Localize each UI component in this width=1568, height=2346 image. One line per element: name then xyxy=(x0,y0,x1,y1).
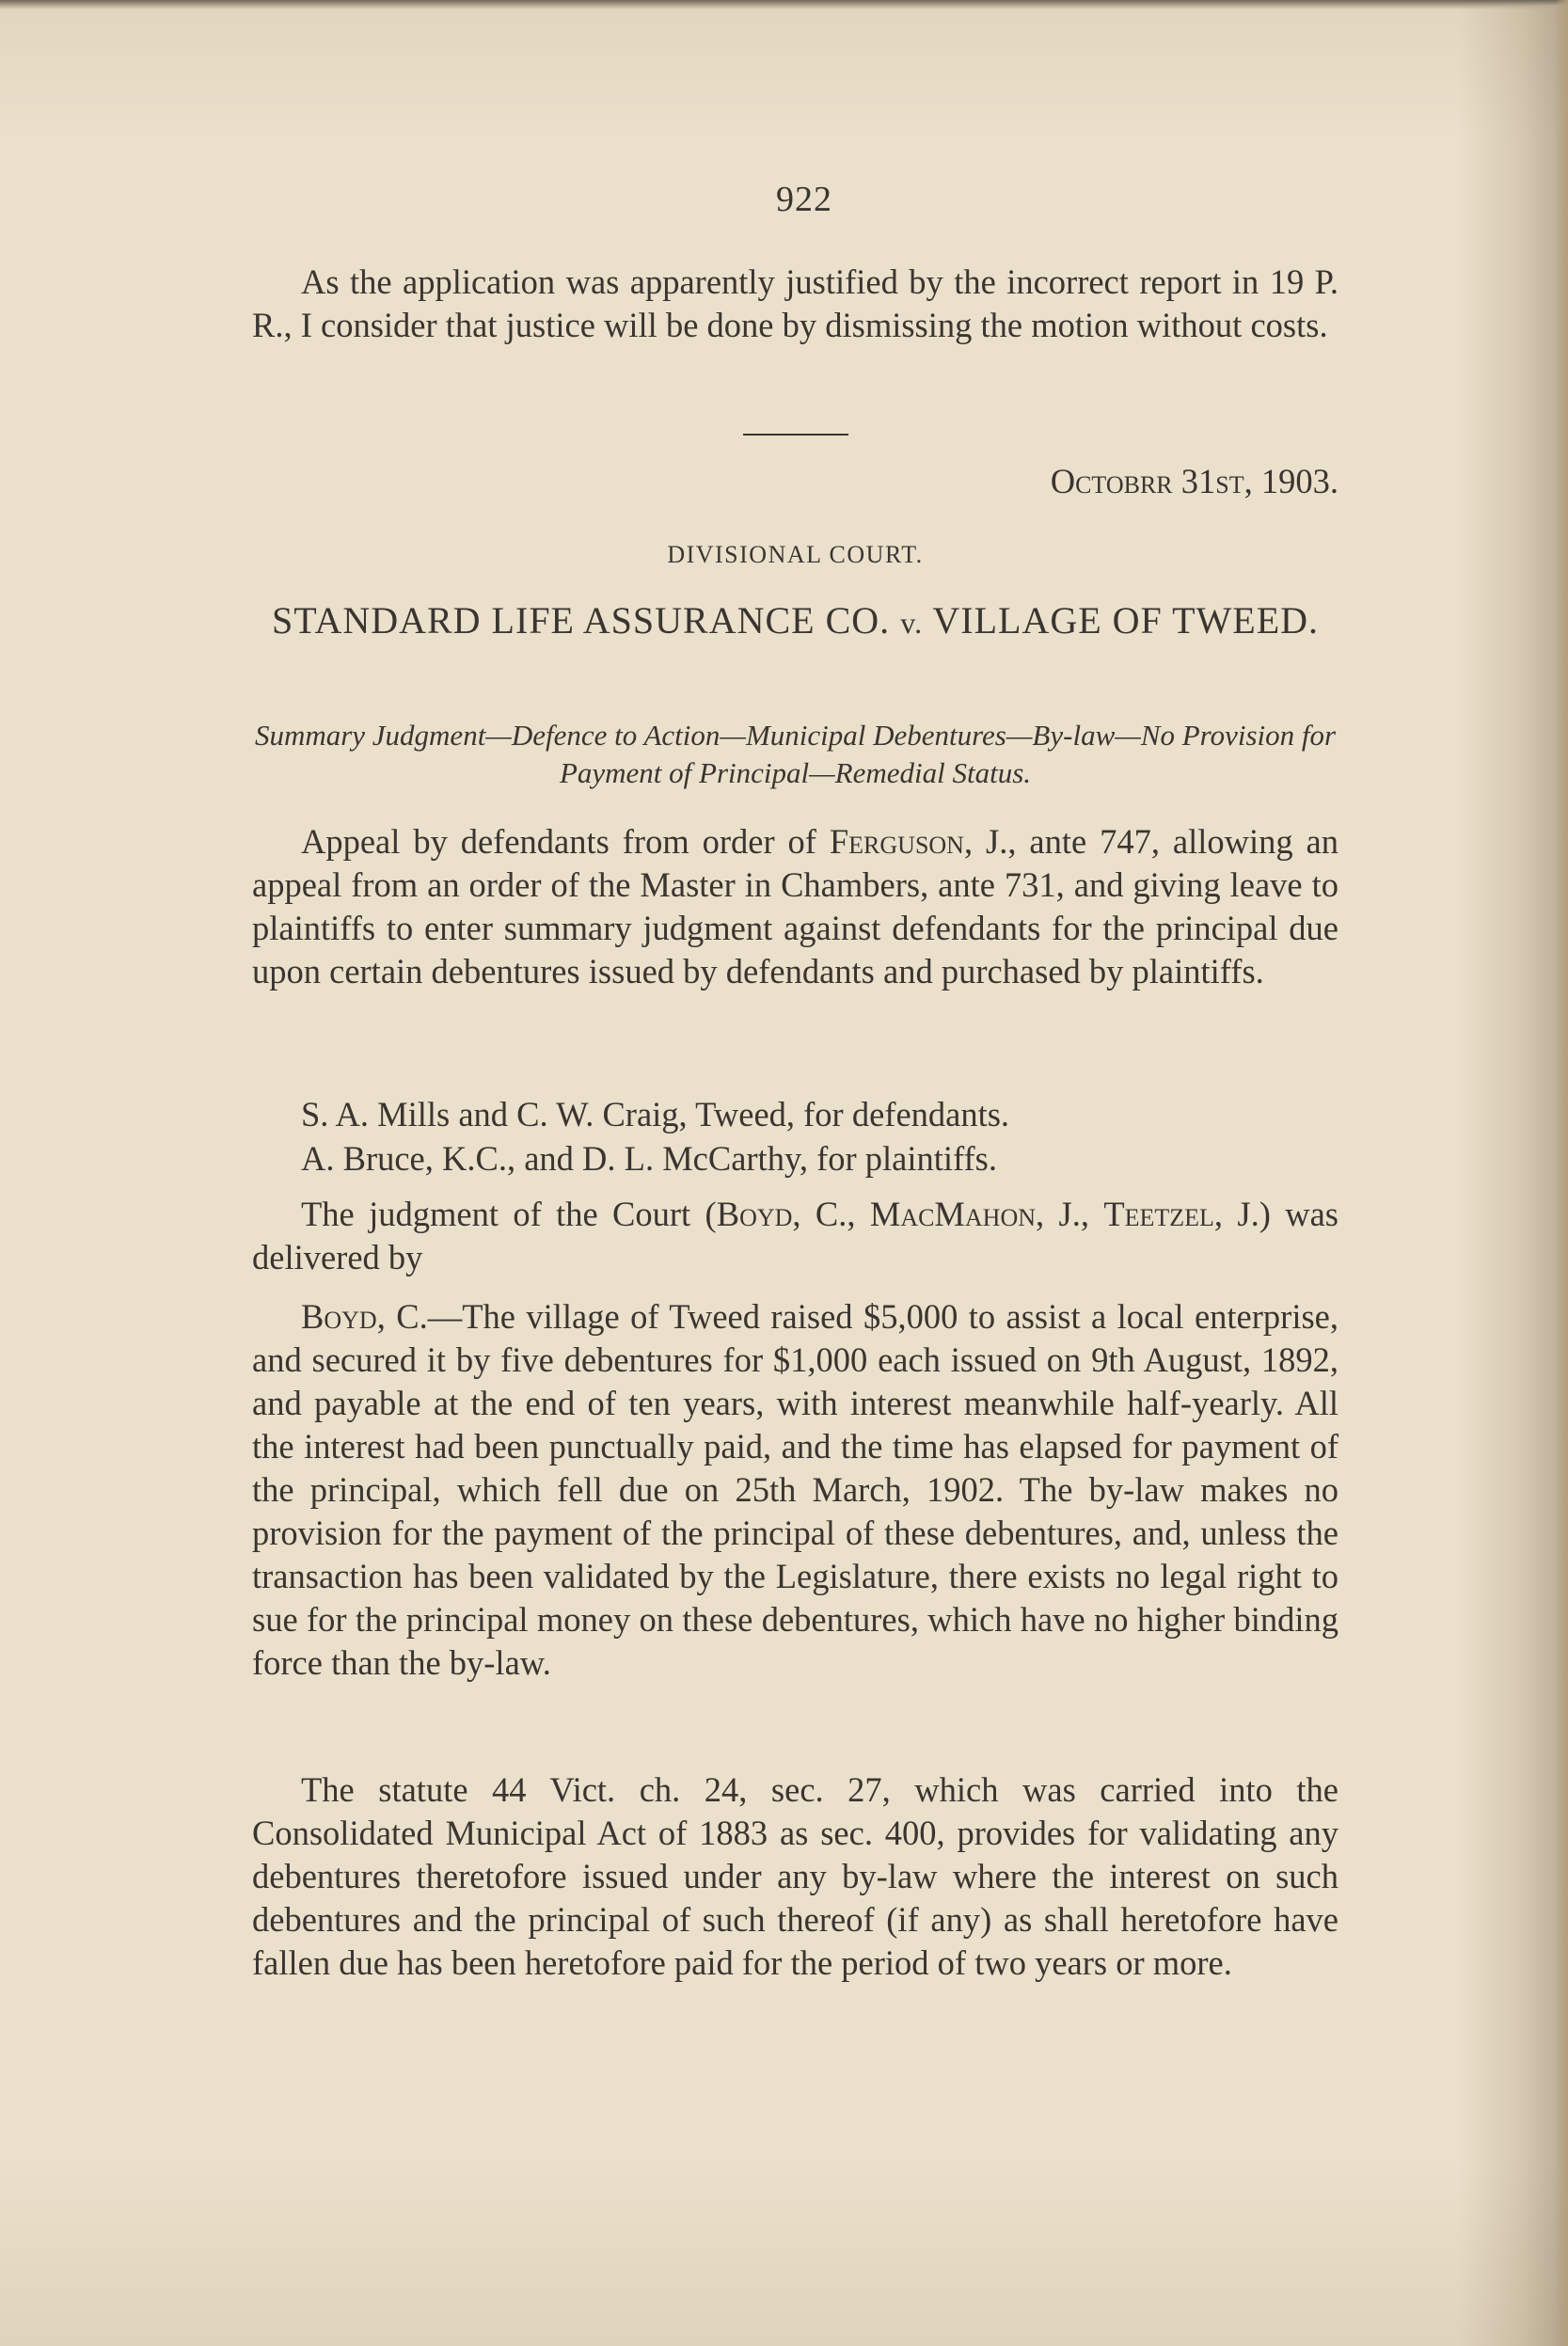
section-divider xyxy=(743,434,848,436)
date-suffix: st xyxy=(1215,462,1244,500)
appeal-paragraph xyxy=(252,820,1338,993)
judgment-line-sep2: , J., xyxy=(1036,1195,1104,1233)
date-day: 31 xyxy=(1172,462,1216,500)
opinion-paragraph xyxy=(252,1295,1338,1685)
judgment-line-sep1: , C., xyxy=(792,1195,870,1233)
opinion-judge-name: Boyd xyxy=(301,1297,377,1336)
date-year: , 1903. xyxy=(1243,462,1338,500)
case-title-defendant: VILLAGE OF TWEED. xyxy=(923,599,1320,642)
date-month: Octobrr xyxy=(1050,462,1173,500)
judgment-line-end: , J.) was delivered by xyxy=(252,1195,1338,1276)
intro-paragraph: As the application was apparently justified by the incorrect report in 19 P. R., I consider that justice will be done by dismissing the motion without costs. xyxy=(252,262,1338,344)
counsel-plaintiffs: A. Bruce, K.C., and D. L. McCarthy, for plaintiffs. xyxy=(301,1139,997,1178)
statute-paragraph: The statute 44 Vict. ch. 24, sec. 27, which was carried into the Consolidated Municipal Act of 1883 as sec. 400, provides for validating any debentures theretofore issued under any by-law where the interest on such debentures and the principal of such thereof (if any) as shall heretofore have fallen due has been heretofore paid for the period of two years or more. xyxy=(252,1770,1338,1982)
page-right-edge xyxy=(1555,0,1568,2346)
counsel-defendants: S. A. Mills and C. W. Craig, Tweed, for defendants. xyxy=(301,1095,1010,1133)
decision-date xyxy=(252,461,1338,501)
judge-macmahon: MacMahon xyxy=(869,1195,1036,1233)
appeal-text-rest: , J., ante 747, allowing an appeal from an order of the Master in Chambers, ante 731, and giving leave to plaintiffs to enter summary judgment against defendants for the principal due upon certain debentures issued by defendants and purchased by plaintiffs. xyxy=(252,822,1338,991)
judge-teetzel: Teetzel xyxy=(1103,1195,1214,1233)
appeal-judge-name: Ferguson xyxy=(829,822,964,861)
case-title-versus: v. xyxy=(900,606,924,640)
page-number: 922 xyxy=(776,180,832,219)
case-title-plaintiff: STANDARD LIFE ASSURANCE CO. xyxy=(271,599,901,642)
judgment-line-start: The judgment of the Court ( xyxy=(301,1195,717,1233)
case-title xyxy=(252,600,1338,643)
headnote: Summary Judgment—Defence to Action—Municipal Debentures—By-law—No Provision for Payment of Principal—Remedial Status. xyxy=(254,719,1337,789)
court-heading: DIVISIONAL COURT. xyxy=(667,541,924,568)
opinion-text: , C.—The village of Tweed raised $5,000 to assist a local enterprise, and secured it by five debentures for $1,000 each issued on 9th August, 1892, and payable at the end of ten years, with interest meanwhile half-yearly. All the interest had been punctually paid, and the time has elapsed for payment of the principal, which fell due on 25th March, 1902. The by-law makes no provision for the payment of the principal of these debentures, and, unless the transaction has been validated by the Legislature, there exists no legal right to sue for the principal money on these debentures, which have no higher binding force than the by-law. xyxy=(252,1297,1338,1682)
appeal-text-start: Appeal by defendants from order of xyxy=(301,822,830,861)
judge-boyd: Boyd xyxy=(716,1195,793,1233)
page-top-edge xyxy=(0,0,1568,9)
judgment-line xyxy=(252,1193,1338,1279)
